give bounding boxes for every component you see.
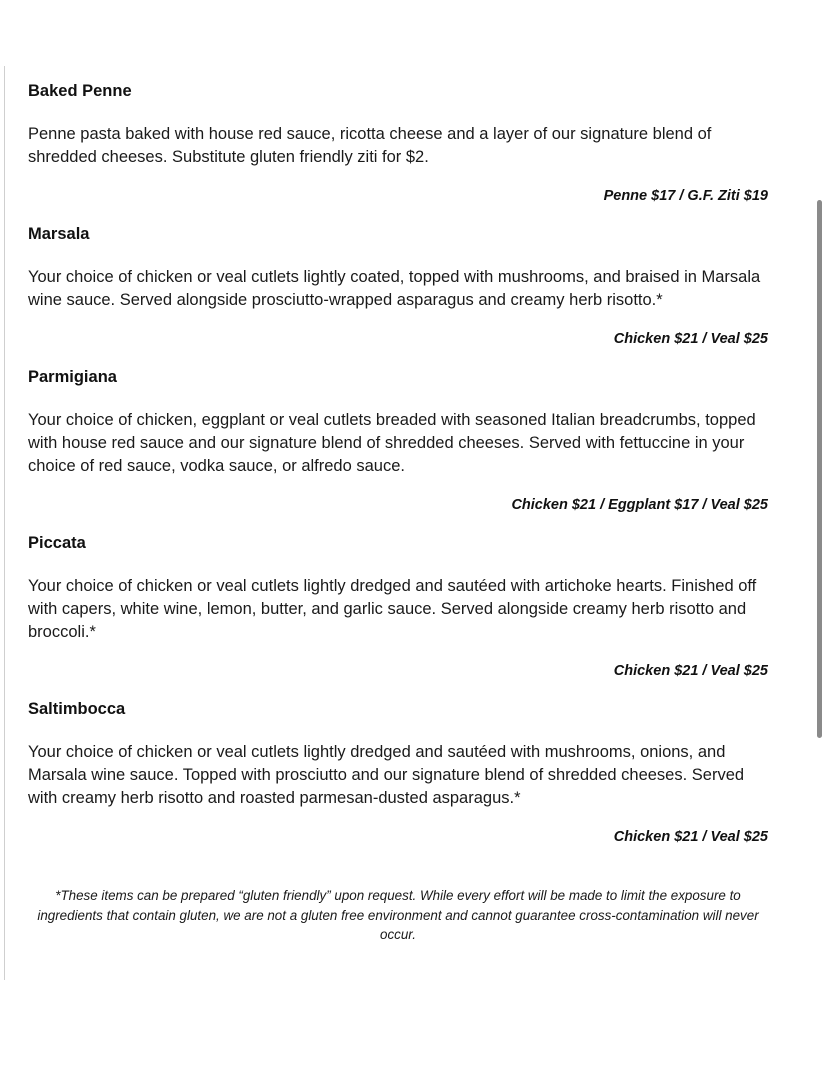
menu-item-description: Your choice of chicken, eggplant or veal cutlets breaded with seasoned Italian breadcrumbs, topped with house red sauce and our signature blend of shredded cheeses. Served with fettuccine in your choice of red sauce, vodka sauce, or alfredo sauce.: [28, 411, 756, 475]
menu-item-title: Piccata: [28, 534, 86, 552]
menu-item-parmigiana: [28, 366, 768, 515]
menu-item-title: Baked Penne: [28, 82, 132, 100]
menu-item-title: Parmigiana: [28, 368, 117, 386]
menu-list: [28, 80, 768, 847]
gluten-footnote: *These items can be prepared “gluten friendly” upon request. While every effort will be made to limit the exposure to ingredients that contain gluten, we are not a gluten free environment and cannot guarantee cross-contamination will never occur.: [37, 888, 759, 942]
page-left-border: [4, 66, 5, 980]
menu-item-price: Chicken $21 / Eggplant $17 / Veal $25: [511, 497, 768, 513]
menu-item-description: Your choice of chicken or veal cutlets lightly dredged and sautéed with mushrooms, onions, and Marsala wine sauce. Topped with prosciutto and our signature blend of shredded cheeses. Served with creamy herb risotto and roasted parmesan-dusted asparagus.*: [28, 743, 745, 807]
menu-item-piccata: [28, 532, 768, 681]
menu-item-description: Your choice of chicken or veal cutlets lightly dredged and sautéed with artichoke hearts. Finished off with capers, white wine, lemon, butter, and garlic sauce. Served alongside creamy herb risotto and broccoli.*: [28, 577, 757, 641]
menu-item-description: Your choice of chicken or veal cutlets lightly coated, topped with mushrooms, and braised in Marsala wine sauce. Served alongside prosciutto-wrapped asparagus and creamy herb risotto.*: [28, 268, 761, 309]
menu-item-price: Chicken $21 / Veal $25: [613, 829, 768, 845]
menu-item-price: Chicken $21 / Veal $25: [613, 663, 768, 679]
menu-item-description: Penne pasta baked with house red sauce, ricotta cheese and a layer of our signature blend of shredded cheeses. Substitute gluten friendly ziti for $2.: [28, 125, 712, 166]
vertical-scrollbar[interactable]: [817, 200, 822, 738]
menu-item-baked-penne: [28, 80, 768, 206]
menu-item-price: Chicken $21 / Veal $25: [613, 331, 768, 347]
menu-item-title: Marsala: [28, 225, 90, 243]
menu-item-title: Saltimbocca: [28, 700, 126, 718]
menu-item-saltimbocca: [28, 698, 768, 847]
menu-item-marsala: [28, 223, 768, 349]
menu-item-price: Penne $17 / G.F. Ziti $19: [603, 188, 768, 204]
